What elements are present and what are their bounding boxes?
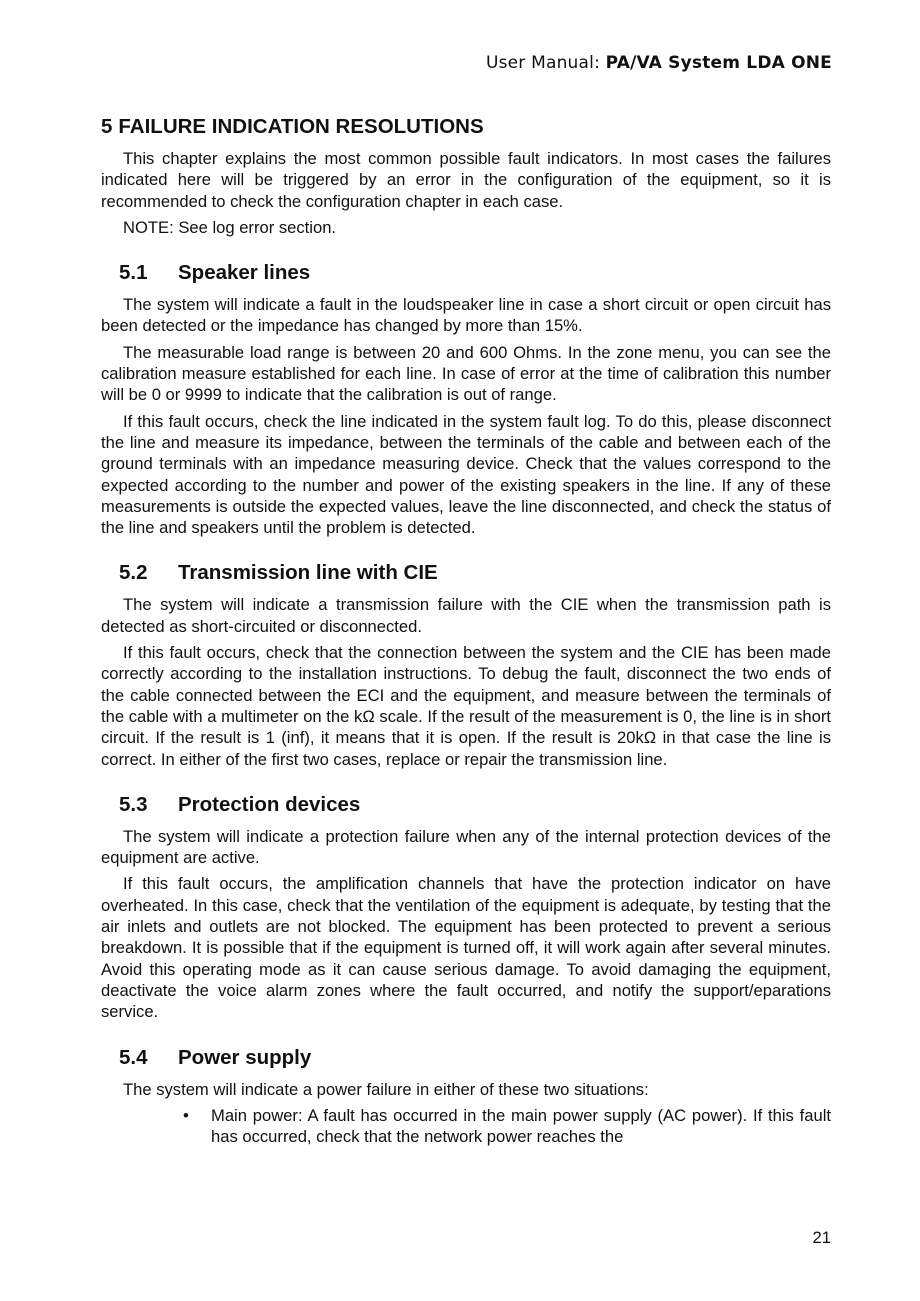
chapter-note: NOTE: See log error section. [123,217,337,237]
running-header [101,53,832,73]
bullet-list [101,1105,831,1148]
document-body [101,114,831,1147]
section-paragraph: If this fault occurs, check the line indicated in the system fault log. To do this, please disconnect the line and measure its impedance, between the terminals of the cable and between each of the ground terminals with an impedance measuring device. Check that the values correspond to the expected according to the number and power of the existing speakers in the line. If any of these measurements is outside the expected values, leave the line disconnected, and check the status of the line and speakers until the problem is detected. [101,411,831,538]
section-title: Transmission line with CIE [178,561,438,585]
section-number: 5.1 [119,261,148,285]
section-heading-transmission-line [119,560,831,586]
section-title: Power supply [178,1045,312,1069]
header-title: PA/VA System LDA ONE [605,53,832,73]
section-paragraph: The system will indicate a power failure in either of these two situations: [123,1079,649,1099]
section-heading-speaker-lines [119,260,831,286]
section-heading-power-supply [119,1045,831,1071]
chapter-title: FAILURE INDICATION RESOLUTIONS [118,115,484,138]
list-item-text: Main power: A fault has occurred in the main power supply (AC power). If this fault has occurred, check that the network power reaches the [211,1105,831,1147]
chapter-paragraph: This chapter explains the most common possible fault indicators. In most cases the failures indicated here will be triggered by an error in the configuration of the equipment, so it is recommended to check the configuration chapter in each case. [101,149,831,211]
bullet-dot: • [183,1105,189,1125]
section-number: 5.2 [119,561,148,585]
header-prefix: User Manual: [485,53,606,73]
page-number: 21 [812,1228,831,1247]
section-paragraph: The measurable load range is between 20 and 600 Ohms. In the zone menu, you can see the calibration measure established for each line. In case of error at the time of calibration this number will be 0 or 9999 to indicate that the calibration is out of range. [101,342,831,405]
section-paragraph: The system will indicate a protection failure when any of the internal protection devices of the equipment are active. [101,826,831,868]
section-paragraph: If this fault occurs, the amplification channels that have the protection indicator on have overheated. In this case, check that the ventilation of the equipment is adequate, by testing that the air inlets and outlets are not blocked. The equipment has been protected to prevent a serious breakdown. It is possible that if the equipment is turned off, it will work again after several minutes. Avoid this operating mode as it can cause serious damage. To avoid damaging the equipment, deactivate the voice alarm zones where the fault occurred, and notify the support/eparations service. [101,874,831,1022]
section-heading-protection-devices [119,792,831,818]
section-number: 5.4 [119,1045,148,1069]
chapter-heading [101,114,831,140]
list-item [101,1105,831,1148]
section-number: 5.3 [119,792,148,816]
chapter-number: 5 [101,115,113,138]
section-paragraph: The system will indicate a fault in the loudspeaker line in case a short circuit or open circuit has been detected or the impedance has changed by more than 15%. [101,295,831,336]
section-paragraph: If this fault occurs, check that the connection between the system and the CIE has been made correctly according to the installation instructions. To debug the fault, disconnect the two ends of the cable connected between the ECI and the equipment, and measure between the terminals of the cable with a multimeter on the kΩ scale. If the result of the measurement is 0, the line is in short circuit. If the result is 1 (inf), it means that it is open. If the result is 20kΩ in that case the line is correct. In either of the first two cases, replace or repair the transmission line. [101,643,831,769]
section-title: Protection devices [178,792,361,816]
section-title: Speaker lines [178,261,311,285]
section-paragraph: The system will indicate a transmission failure with the CIE when the transmission path is detected as short-circuited or disconnected. [101,595,831,636]
